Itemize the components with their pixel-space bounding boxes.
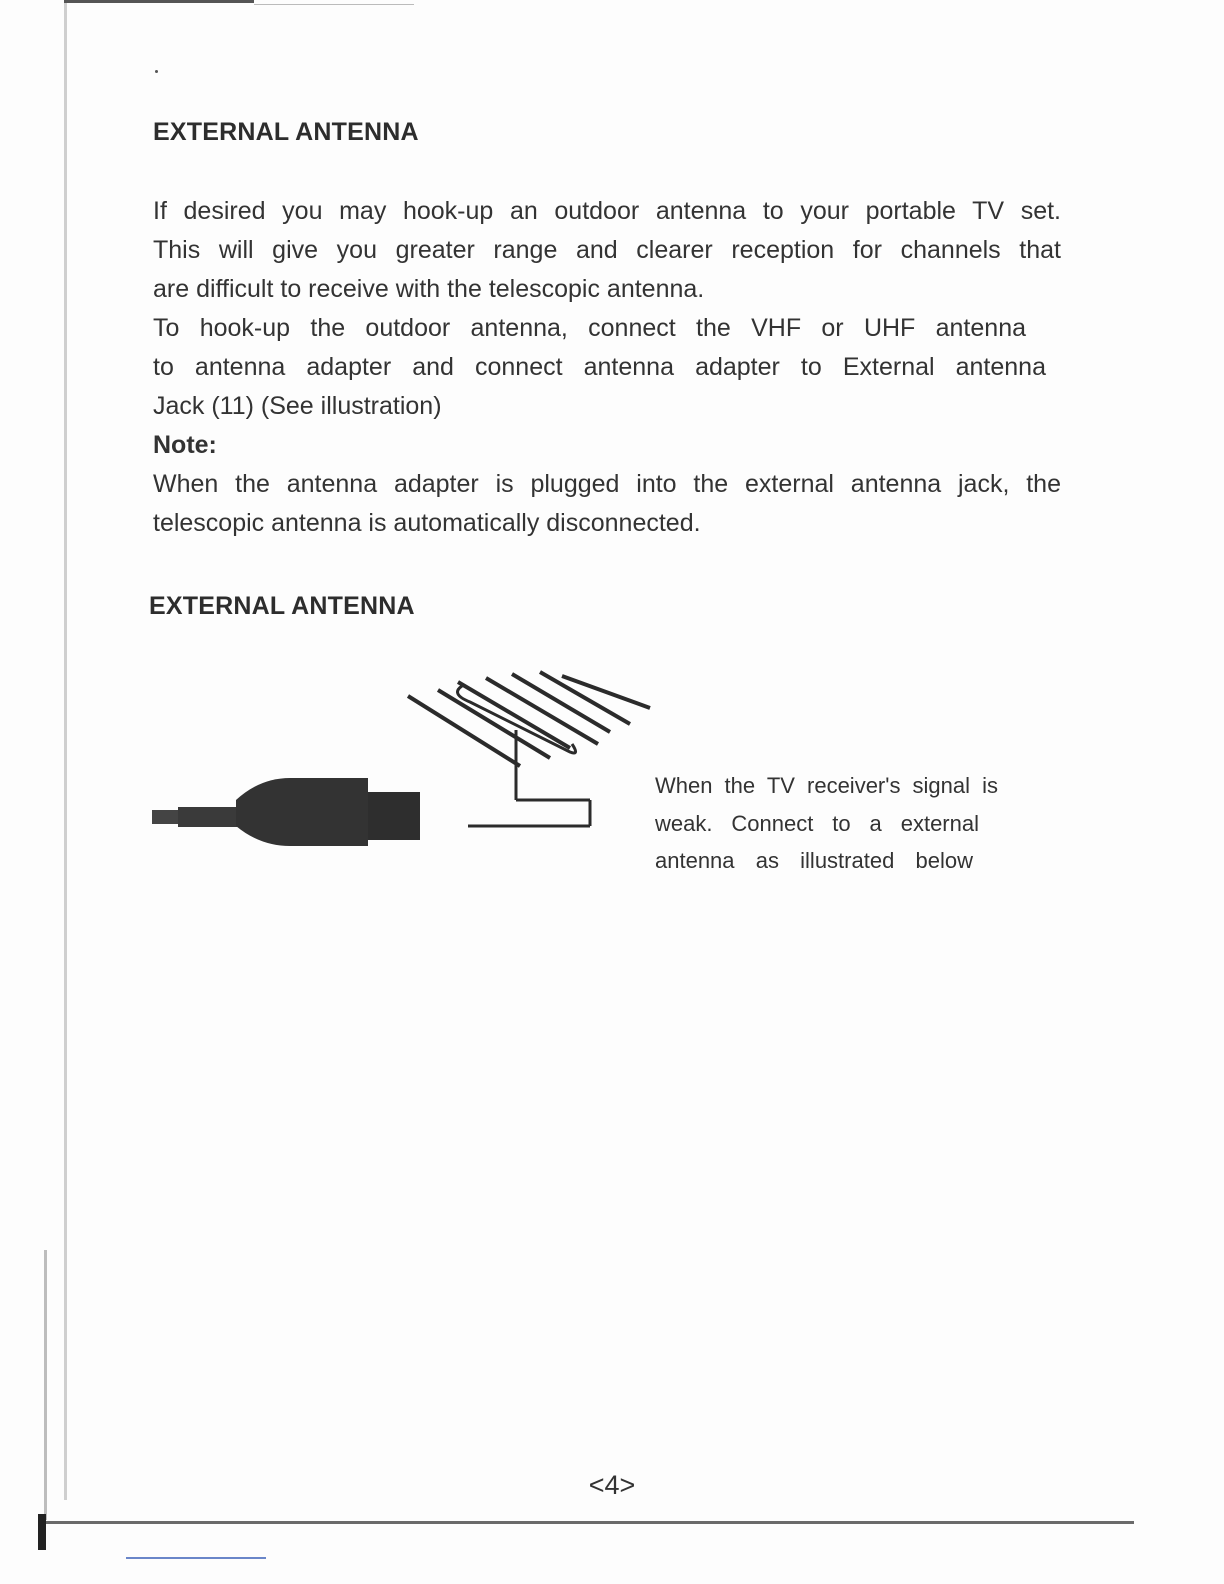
scan-edge-left <box>64 0 67 1500</box>
scan-edge-top-thin <box>254 4 414 5</box>
scan-edge-top <box>64 0 254 3</box>
body-line: are difficult to receive with the telescopic antenna. <box>153 275 705 303</box>
section-heading: EXTERNAL ANTENNA <box>149 592 415 620</box>
body-line: If desired you may hook-up an outdoor antenna to your portable TV set. <box>153 197 1061 225</box>
page-number: <4> <box>588 1470 636 1500</box>
scan-edge-blue-mark <box>126 1557 266 1559</box>
caption-line: When the TV receiver's signal is <box>655 773 998 798</box>
body-line: Jack (11) (See illustration) <box>153 392 442 420</box>
scan-edge-bottom <box>38 1521 1134 1524</box>
scan-speck <box>155 70 158 73</box>
yagi-antenna-icon <box>408 672 650 826</box>
illustration-caption <box>655 767 1000 880</box>
body-text <box>153 192 1061 543</box>
body-line: to antenna adapter and connect antenna adapter to External antenna <box>153 353 1046 381</box>
caption-line: weak. Connect to a external <box>655 810 979 836</box>
caption-line: antenna as illustrated below <box>655 848 973 873</box>
section-heading: EXTERNAL ANTENNA <box>153 118 419 146</box>
body-line: This will give you greater range and clearer reception for channels that <box>153 236 1061 264</box>
antenna-plug-icon <box>152 778 420 846</box>
body-line: To hook-up the outdoor antenna, connect the VHF or UHF antenna <box>153 314 1026 342</box>
note-line: When the antenna adapter is plugged into the external antenna jack, the <box>153 470 1061 498</box>
note-label: Note: <box>153 431 217 459</box>
note-line: telescopic antenna is automatically disconnected. <box>153 509 701 537</box>
antenna-illustration <box>140 660 660 860</box>
scan-edge-corner <box>38 1514 46 1550</box>
